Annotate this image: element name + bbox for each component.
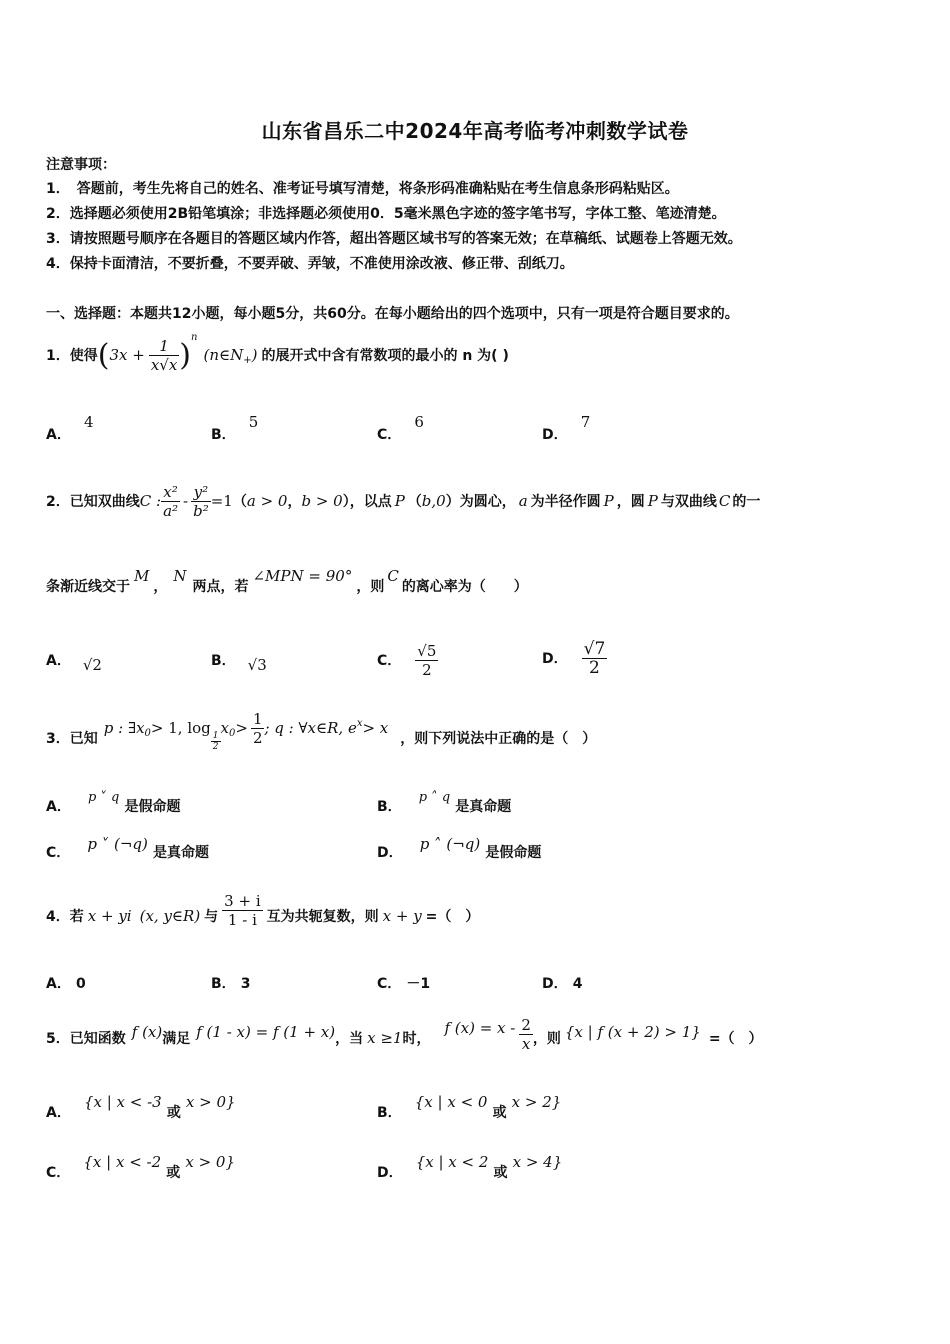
q2-option-d-fraction bbox=[582, 640, 608, 677]
q3-q-end: > x bbox=[362, 719, 389, 737]
question-2 bbox=[46, 476, 760, 526]
q3-p-part: p : ∃x bbox=[103, 719, 145, 737]
q2-equals: =1 bbox=[210, 492, 233, 510]
q2-cond-a: a > 0 bbox=[246, 492, 288, 510]
q5-option-b-left: {x | x < 0 bbox=[414, 1093, 488, 1111]
q2-line2-c: ，则 bbox=[356, 579, 385, 595]
q1-option-b-value: 5 bbox=[248, 413, 259, 431]
q2-option-c-den: 2 bbox=[422, 660, 432, 679]
q5-option-d-left: {x | x < 2 bbox=[415, 1153, 489, 1171]
q5-option-a-label: A． bbox=[46, 1105, 71, 1121]
q3-q-exp: x bbox=[356, 717, 363, 729]
page-title: 山东省昌乐二中2024年高考临考冲刺数学试卷 bbox=[261, 119, 689, 143]
q2-fraction-y bbox=[191, 483, 211, 520]
q3-option-b-text: 是真命题 bbox=[455, 799, 512, 815]
q3-p-gt: > bbox=[235, 719, 248, 737]
q3-p-var: x bbox=[220, 719, 229, 737]
q2-option-c-fraction bbox=[415, 642, 438, 679]
question-3 bbox=[46, 709, 597, 764]
question-2-line-2 bbox=[46, 566, 528, 606]
q2-option-a[interactable] bbox=[46, 638, 102, 682]
q1-option-c-label: C． bbox=[377, 427, 402, 443]
q2-open-paren: （ bbox=[232, 494, 247, 510]
q3-option-c-label: C． bbox=[46, 845, 71, 861]
q1-left-paren: ( bbox=[97, 337, 110, 373]
q4-option-d-label: D． bbox=[542, 976, 568, 992]
q2-point-n: N bbox=[173, 567, 187, 585]
q5-option-a-left: {x | x < -3 bbox=[83, 1093, 162, 1111]
q5-def-num: 2 bbox=[521, 1015, 531, 1034]
q3-half-num: 1 bbox=[252, 709, 263, 728]
q1-right-paren: ) bbox=[179, 337, 192, 373]
q4-option-b-value: 3 bbox=[240, 976, 251, 992]
q5-option-d[interactable] bbox=[377, 1152, 563, 1181]
q3-option-a[interactable] bbox=[46, 790, 181, 815]
q1-prefix: 1．使得 bbox=[46, 348, 98, 364]
q5-option-c-or: 或 bbox=[166, 1165, 181, 1181]
q5-text-1: 满足 bbox=[162, 1031, 191, 1047]
q5-option-a-or: 或 bbox=[166, 1105, 181, 1121]
q1-suffix: 的展开式中含有常数项的最小的 n 为( ) bbox=[261, 348, 509, 364]
q5-option-c-label: C． bbox=[46, 1165, 71, 1181]
notice-item-2: 2．选择题必须使用2B铅笔填涂；非选择题必须使用0．5毫米黑色字迹的签字笔书写，字体工整、笔迹清楚。 bbox=[46, 206, 726, 222]
q4-option-c-value: －1 bbox=[406, 976, 431, 992]
q1-condition-end: ) bbox=[251, 346, 258, 364]
q5-def-den: x bbox=[521, 1034, 531, 1053]
q3-option-d-label: D． bbox=[377, 845, 403, 861]
q2-prefix: 2．已知双曲线 bbox=[46, 494, 140, 510]
q1-expr: 3x + bbox=[109, 346, 145, 364]
q3-p-var-sub: 0 bbox=[228, 727, 236, 739]
q5-option-d-right: x > 4} bbox=[512, 1153, 563, 1171]
q2-point-coord: b,0 bbox=[421, 492, 446, 510]
q3-option-b[interactable] bbox=[377, 790, 512, 815]
q3-p-sub: 0 bbox=[144, 727, 151, 739]
q5-option-b-label: B． bbox=[377, 1105, 402, 1121]
q5-cond: x ≥1 bbox=[367, 1029, 403, 1047]
q2-point-close: ）为圆心， bbox=[445, 494, 516, 510]
q1-option-d[interactable] bbox=[542, 412, 591, 443]
q1-exponent: n bbox=[191, 332, 198, 343]
q1-condition-sub: + bbox=[243, 354, 252, 366]
question-4 bbox=[46, 884, 479, 948]
q5-set: {x | f (x + 2) > 1} bbox=[564, 1023, 701, 1041]
q5-option-c-right: x > 0} bbox=[185, 1153, 235, 1171]
q3-half bbox=[251, 710, 265, 747]
q5-fx: f (x) bbox=[131, 1023, 163, 1041]
q1-frac-den: x√x bbox=[150, 355, 178, 374]
q4-end: =（ ） bbox=[425, 909, 480, 925]
q2-text-5: 与双曲线 bbox=[660, 494, 717, 510]
q2-point-m: M bbox=[134, 567, 150, 585]
q3-option-b-math: p ˄ q bbox=[418, 790, 451, 805]
q5-option-c[interactable] bbox=[46, 1152, 235, 1181]
q5-text-4: ，则 bbox=[532, 1031, 561, 1047]
q4-option-d-value: 4 bbox=[572, 976, 583, 992]
q3-option-a-math: p ˅ q bbox=[87, 790, 120, 805]
q1-option-c-value: 6 bbox=[414, 413, 424, 431]
q2-option-c-label: C． bbox=[377, 653, 402, 669]
q5-prefix: 5．已知函数 bbox=[46, 1031, 126, 1047]
q3-p-rest: > 1, log bbox=[150, 719, 211, 737]
question-1 bbox=[46, 330, 509, 380]
q4-option-b[interactable] bbox=[211, 973, 251, 993]
notice-item-3: 3．请按照题号顺序在各题目的答题区域内作答，超出答题区域书写的答案无效；在草稿纸、试题卷上答题无效。 bbox=[46, 231, 742, 247]
q5-option-d-or: 或 bbox=[493, 1165, 508, 1181]
q1-option-a-label: A． bbox=[46, 427, 71, 443]
q3-q-part: ; q : ∀x∈R, e bbox=[264, 719, 357, 737]
notice-heading: 注意事项： bbox=[46, 157, 116, 173]
q2-option-d-den: 2 bbox=[589, 657, 600, 678]
q4-option-a-label: A． bbox=[46, 976, 71, 992]
q4-option-c[interactable] bbox=[377, 973, 430, 993]
q2-cond-b: b > 0 bbox=[301, 492, 343, 510]
q4-expr: x + yi bbox=[87, 907, 132, 925]
q2-text-4: ，圆 bbox=[616, 494, 645, 510]
q1-option-b-label: B． bbox=[211, 427, 236, 443]
q4-frac-num: 3 + i bbox=[224, 891, 261, 910]
q4-fraction bbox=[222, 892, 262, 929]
q2-angle: ∠MPN = 90° bbox=[252, 567, 353, 585]
q3-option-c-text: 是真命题 bbox=[152, 845, 209, 861]
q3-log-base-num: 1 bbox=[212, 730, 219, 741]
q2-comma-1: ， bbox=[287, 494, 302, 510]
q3-option-a-label: A． bbox=[46, 799, 71, 815]
q5-def: f (x) = x - bbox=[444, 1019, 516, 1037]
q2-option-d[interactable] bbox=[542, 628, 607, 688]
q2-curve-2: C bbox=[718, 492, 731, 510]
q1-option-a-value: 4 bbox=[83, 413, 94, 431]
q4-with: 与 bbox=[204, 909, 219, 925]
q2-comma-2: ， bbox=[153, 579, 168, 595]
q5-option-c-left: {x | x < -2 bbox=[83, 1153, 162, 1171]
q3-suffix: ，则下列说法中正确的是（ ） bbox=[400, 731, 597, 747]
q3-statement bbox=[104, 705, 389, 752]
q1-option-c[interactable] bbox=[377, 412, 424, 443]
q4-option-b-label: B． bbox=[211, 976, 236, 992]
section-heading: 一、选择题：本题共12小题，每小题5分，共60分。在每小题给出的四个选项中，只有一项是符合题目要求的。 bbox=[46, 306, 739, 322]
q2-text-3: 为半径作圆 bbox=[530, 494, 601, 510]
q2-point-p: P bbox=[394, 492, 405, 510]
q2-option-a-label: A． bbox=[46, 653, 71, 669]
q5-option-b-or: 或 bbox=[492, 1105, 507, 1121]
q2-line2-d: 的离心率为（ ） bbox=[401, 579, 528, 595]
q5-def-fraction bbox=[519, 1016, 533, 1053]
q1-option-b[interactable] bbox=[211, 412, 259, 443]
q2-line2-b: 两点，若 bbox=[192, 579, 249, 595]
q5-option-a-right: x > 0} bbox=[185, 1093, 236, 1111]
q5-option-a[interactable] bbox=[46, 1092, 236, 1121]
q5-option-b-right: x > 2} bbox=[511, 1093, 562, 1111]
q3-option-d-text: 是假命题 bbox=[485, 845, 542, 861]
q3-option-c[interactable] bbox=[46, 835, 209, 861]
q1-fraction bbox=[149, 337, 179, 374]
q2-f1-den: a² bbox=[163, 501, 179, 520]
q4-cond: (x, y∈R) bbox=[139, 907, 201, 925]
notice-item-1: 1． 答题前，考生先将自己的姓名、准考证号填写清楚，将条形码准确粘贴在考生信息条形码粘贴区。 bbox=[46, 181, 679, 197]
q5-symmetry: f (1 - x) = f (1 + x) bbox=[196, 1023, 336, 1041]
q1-option-a[interactable] bbox=[46, 412, 94, 443]
q5-end: =（ ） bbox=[708, 1031, 763, 1047]
q2-line2-a: 条渐近线交于 bbox=[46, 579, 130, 595]
q2-radius: a bbox=[518, 492, 528, 510]
q2-circle-p: P bbox=[603, 492, 614, 510]
q1-option-d-label: D． bbox=[542, 427, 568, 443]
q2-close-paren: ），以点 bbox=[342, 494, 392, 510]
q1-option-d-value: 7 bbox=[580, 413, 591, 431]
q1-condition: (n∈N bbox=[203, 346, 244, 364]
q3-half-den: 2 bbox=[252, 728, 263, 747]
notice-item-4: 4．保持卡面清洁，不要折叠，不要弄破、弄皱，不准使用涂改液、修正带、刮纸刀。 bbox=[46, 256, 574, 272]
q2-fraction-x bbox=[161, 483, 180, 520]
q2-option-b-value: √3 bbox=[247, 656, 267, 674]
q5-text-3: 时， bbox=[402, 1031, 431, 1047]
q3-option-c-math: p ˅ (¬q) bbox=[87, 835, 148, 853]
q2-f2-num: y² bbox=[191, 483, 211, 502]
q4-mid: 互为共轭复数，则 bbox=[266, 909, 379, 925]
q2-option-a-value: √2 bbox=[82, 656, 102, 674]
q2-curve-3: C bbox=[387, 567, 399, 585]
q2-f2-den: b² bbox=[193, 501, 209, 520]
q2-curve: C : bbox=[139, 492, 162, 510]
q5-option-b[interactable] bbox=[377, 1092, 562, 1121]
q3-option-b-label: B． bbox=[377, 799, 402, 815]
q3-log-base-den: 2 bbox=[212, 741, 219, 752]
q3-option-d-math: p ˄ (¬q) bbox=[419, 835, 481, 853]
q3-option-d[interactable] bbox=[377, 835, 542, 861]
q2-option-c[interactable] bbox=[377, 632, 438, 688]
q3-prefix: 3．已知 bbox=[46, 731, 98, 747]
q2-option-b-label: B． bbox=[211, 653, 236, 669]
q2-text-6: 的一 bbox=[732, 494, 761, 510]
q2-option-c-num: √5 bbox=[417, 641, 437, 660]
q2-option-b[interactable] bbox=[211, 638, 267, 682]
q2-option-d-label: D． bbox=[542, 651, 568, 667]
question-5 bbox=[46, 1010, 763, 1066]
q4-option-d[interactable] bbox=[542, 973, 582, 993]
q2-minus: - bbox=[183, 492, 189, 510]
q4-prefix: 4．若 bbox=[46, 909, 84, 925]
q4-option-c-label: C． bbox=[377, 976, 402, 992]
q4-option-a-value: 0 bbox=[75, 976, 86, 992]
q5-option-d-label: D． bbox=[377, 1165, 403, 1181]
q3-option-a-text: 是假命题 bbox=[124, 799, 181, 815]
q4-expr-2: x + y bbox=[382, 907, 422, 925]
q4-frac-den: 1 - i bbox=[227, 910, 257, 929]
q2-f1-num: x² bbox=[161, 483, 180, 502]
q3-log-base bbox=[211, 731, 221, 752]
q2-option-d-num: √7 bbox=[583, 638, 606, 659]
q2-point-open: （ bbox=[407, 494, 422, 510]
q1-frac-num: 1 bbox=[149, 337, 179, 356]
q2-circle-p-2: P bbox=[647, 492, 658, 510]
q4-option-a[interactable] bbox=[46, 973, 86, 993]
q5-text-2: ，当 bbox=[335, 1031, 364, 1047]
